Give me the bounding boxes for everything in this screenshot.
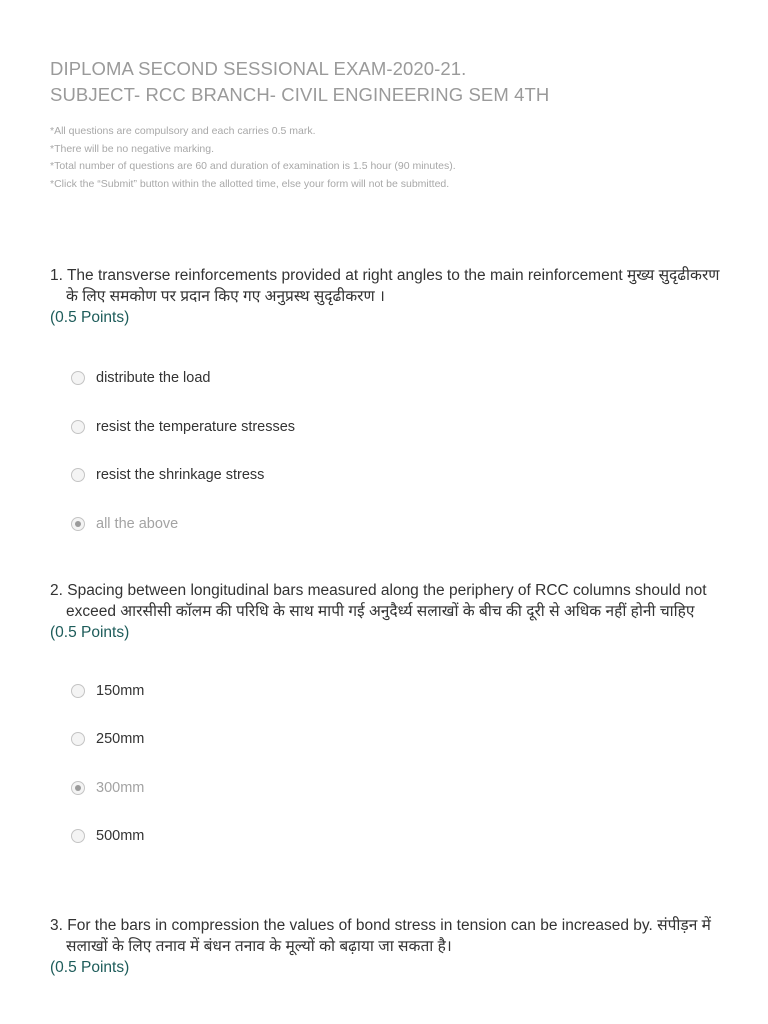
question-points: (0.5 Points) [50, 624, 130, 641]
question-3 [50, 915, 730, 978]
question-text: 3. For the bars in compression the values of bond stress in tension can be increased by. संपीड़न में सलाखों के लिए तनाव में बंधन तनाव के मूल्यों को बढ़ाया जा सकता है। [50, 917, 711, 955]
option-label: 250mm [96, 731, 145, 747]
radio-button-icon[interactable] [71, 517, 85, 531]
instruction-line: *All questions are compulsory and each carries 0.5 mark. [50, 125, 316, 137]
radio-button-icon[interactable] [71, 732, 85, 746]
instructions-block [50, 123, 730, 193]
question-1 [50, 265, 730, 532]
option-label: distribute the load [96, 370, 211, 386]
exam-title: DIPLOMA SECOND SESSIONAL EXAM-2020-21. [50, 58, 467, 79]
question-2 [50, 580, 730, 844]
answer-option[interactable] [71, 825, 144, 847]
radio-button-icon[interactable] [71, 684, 85, 698]
option-label: all the above [96, 516, 179, 532]
radio-button-icon[interactable] [71, 781, 85, 795]
answer-option[interactable] [71, 513, 178, 535]
question-points: (0.5 Points) [50, 959, 130, 976]
radio-button-icon[interactable] [71, 420, 85, 434]
instruction-line: *Total number of questions are 60 and duration of examination is 1.5 hour (90 minutes). [50, 160, 456, 173]
radio-button-icon[interactable] [71, 468, 85, 482]
instruction-line: *There will be no negative marking. [50, 142, 215, 155]
option-label: 300mm [96, 780, 145, 796]
answer-option[interactable] [71, 680, 144, 702]
answer-option[interactable] [71, 416, 295, 438]
radio-button-icon[interactable] [71, 829, 85, 843]
answer-option[interactable] [71, 777, 144, 799]
answer-option[interactable] [71, 367, 210, 389]
question-text: 1. The transverse reinforcements provided at right angles to the main reinforcement मुख्य सुदृढीकरण के लिए समकोण पर प्रदान किए गए अनुप्रस्थ सुदृढीकरण । [50, 267, 720, 305]
form-header [50, 56, 730, 108]
question-text: 2. Spacing between longitudinal bars measured along the periphery of RCC columns should not exceed आरसीसी कॉलम की परिधि के साथ मापी गई अनुदैर्ध्य सलाखों के बीच की दूरी से अधिक नहीं होनी चाहिए [50, 582, 707, 620]
subject-title: SUBJECT- RCC BRANCH- CIVIL ENGINEERING SEM 4TH [50, 84, 550, 105]
option-label: resist the temperature stresses [96, 419, 296, 435]
option-label: 500mm [96, 828, 145, 844]
option-label: resist the shrinkage stress [96, 467, 265, 483]
question-points: (0.5 Points) [50, 309, 130, 326]
instruction-line: *Click the “Submit” button within the allotted time, else your form will not be submitted. [50, 177, 450, 190]
answer-option[interactable] [71, 728, 144, 750]
option-label: 150mm [96, 683, 145, 699]
radio-button-icon[interactable] [71, 371, 85, 385]
answer-option[interactable] [71, 464, 264, 486]
